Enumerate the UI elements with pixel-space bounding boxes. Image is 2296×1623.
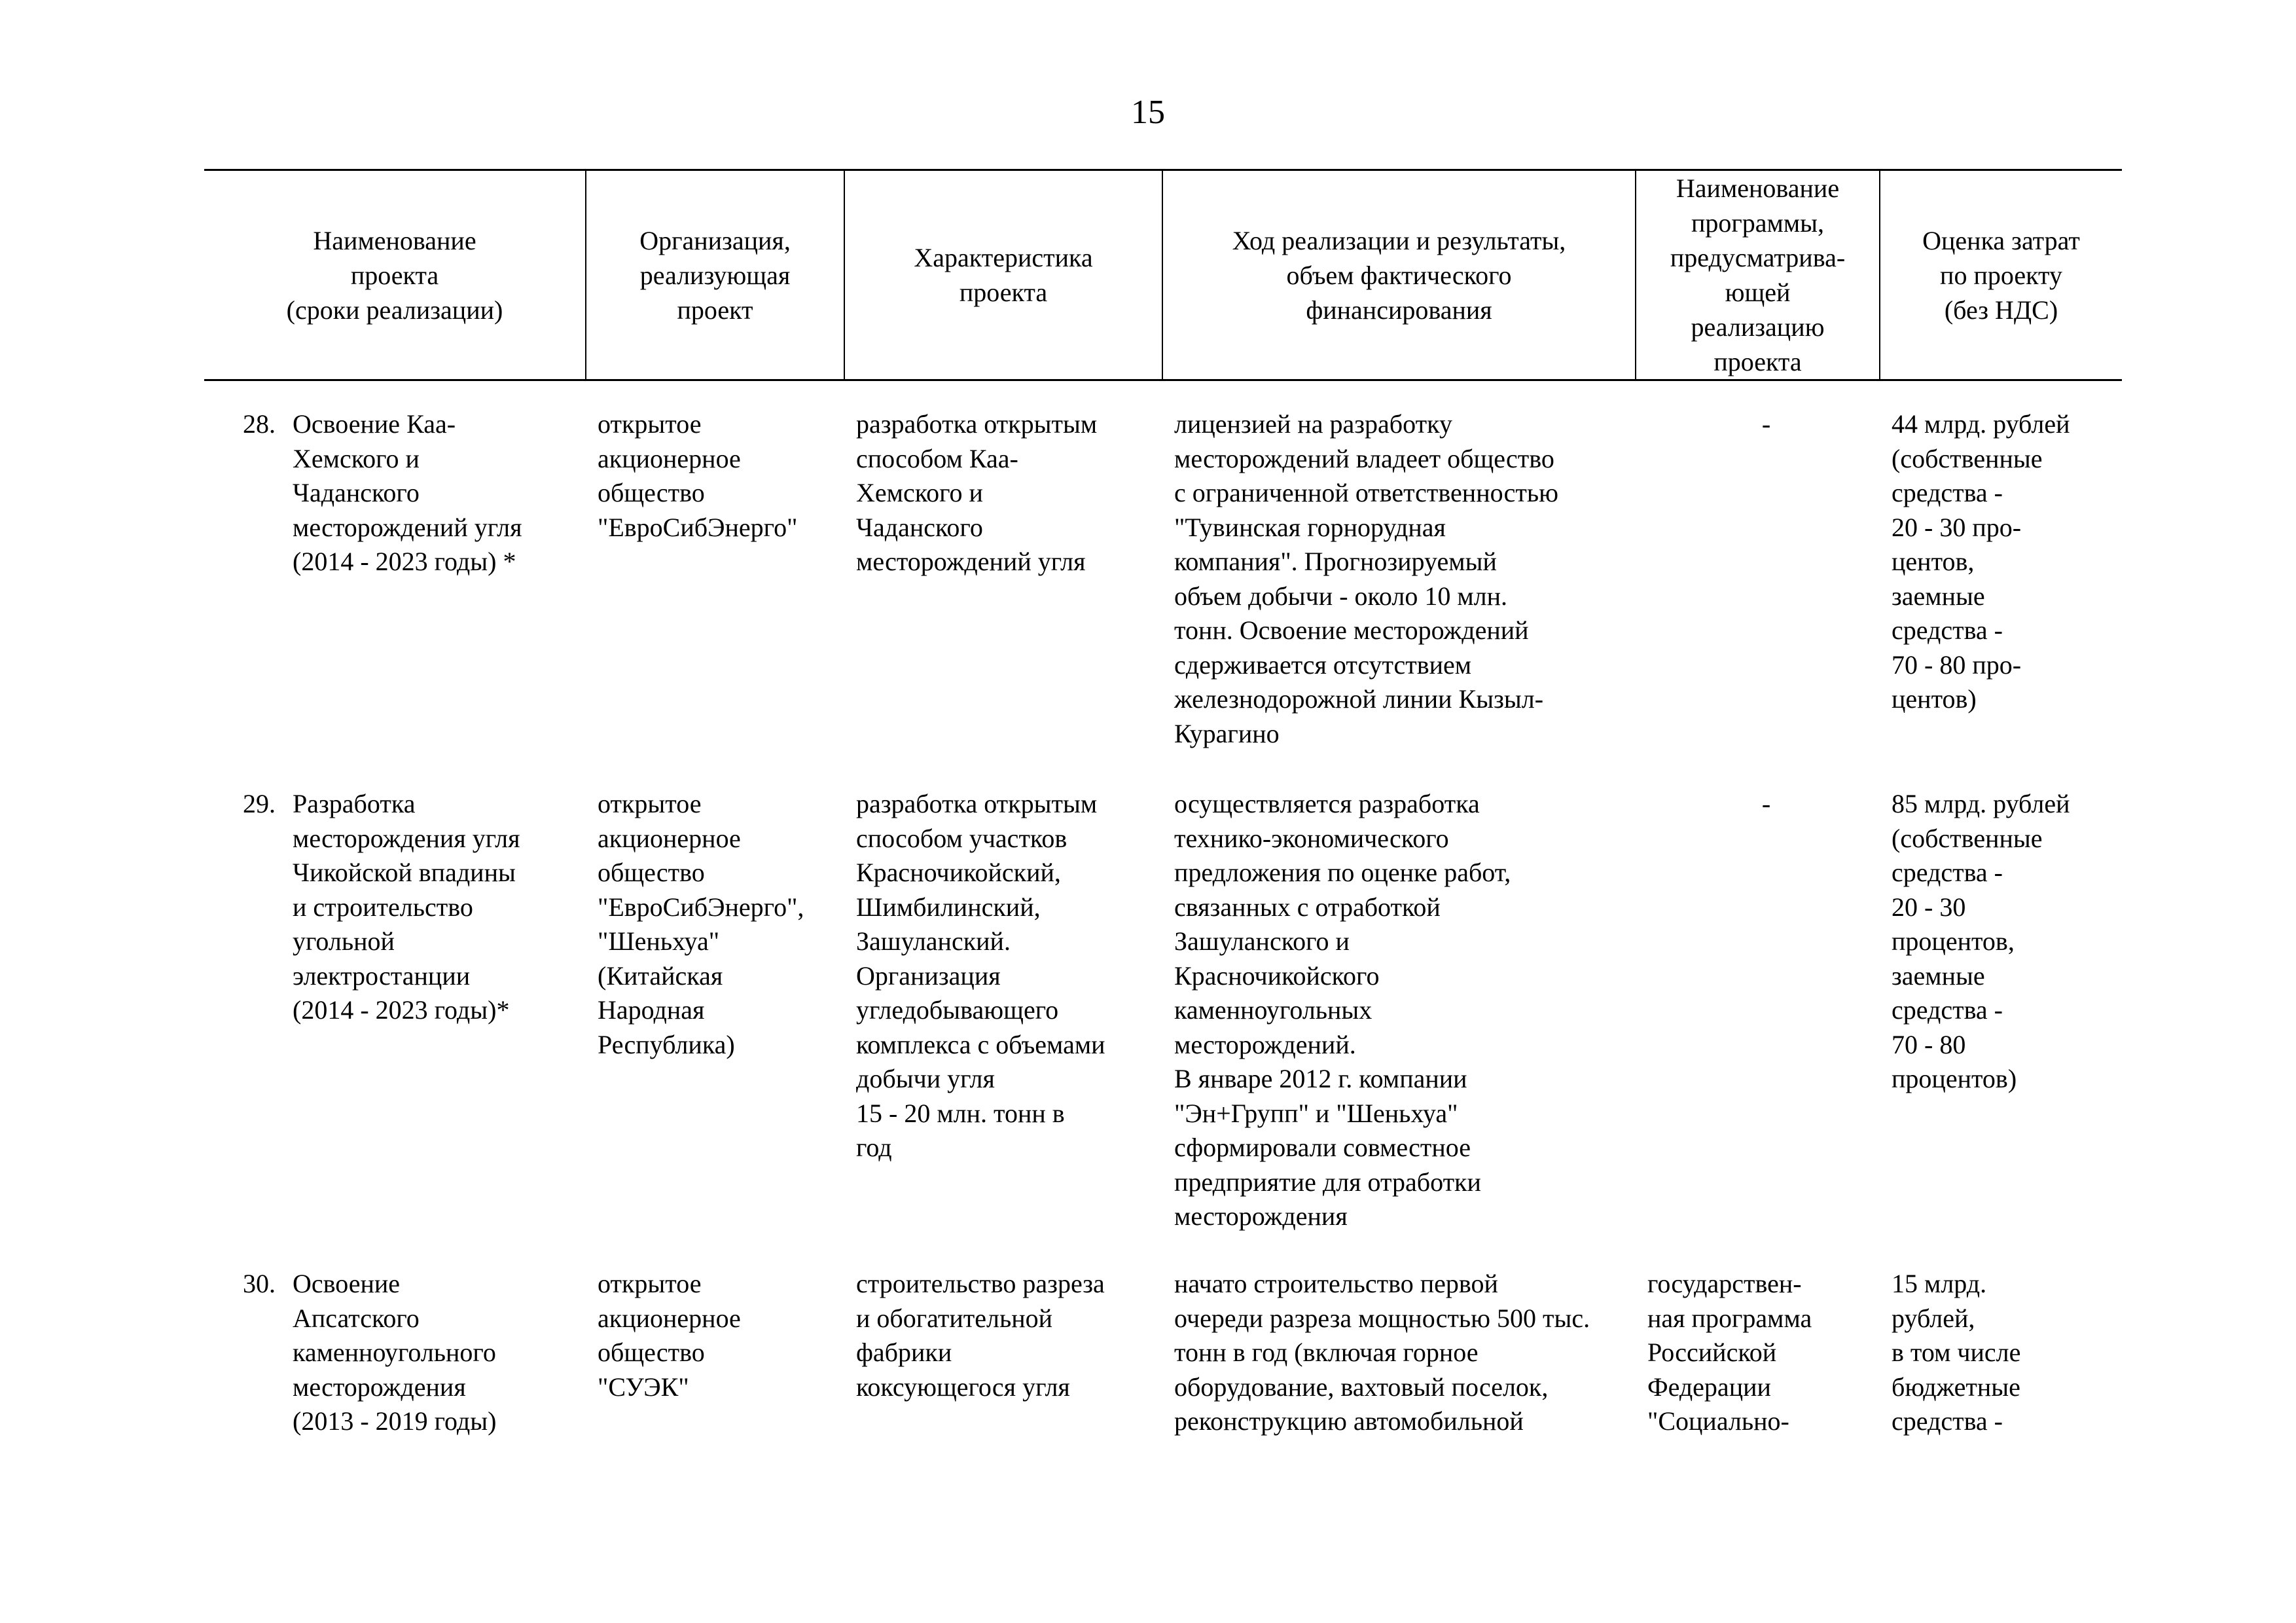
header-project-name: Наименование проекта (сроки реализации) bbox=[204, 170, 586, 380]
project-name: Освоение Каа- Хемского и Чаданского месторождений угля (2014 - 2023 годы) * bbox=[293, 409, 522, 576]
table-body bbox=[204, 407, 2122, 1439]
organization: открытое акционерное общество "СУЭК" bbox=[598, 1269, 741, 1402]
table-row bbox=[204, 407, 2122, 787]
header-cost: Оценка затрат по проекту (без НДС) bbox=[1880, 170, 2122, 380]
project-name: Разработка месторождения угля Чикойской впадины и строительство угольной электростанции (2014 - 2023 годы)* bbox=[293, 789, 520, 1025]
page-number: 15 bbox=[1131, 94, 1165, 131]
progress: осуществляется разработка технико-экономического предложения по оценке работ, связанных с отработкой Зашуланского и Красночикойского каменноугольных месторождений. В январе 2012 г. компании "Эн+Групп" и "Шеньхуа" сформировали совместное предприятие для отработки месторождения bbox=[1174, 789, 1511, 1231]
project-name: Освоение Апсатского каменноугольного месторождения (2013 - 2019 годы) bbox=[293, 1269, 497, 1436]
row-number: 28. bbox=[243, 409, 276, 439]
characteristic: строительство разреза и обогатительной фабрики коксующегося угля bbox=[856, 1269, 1105, 1402]
header-program: Наименование программы, предусматрива- ющей реализацию проекта bbox=[1636, 170, 1880, 380]
characteristic: разработка открытым способом участков Красночикойский, Шимбилинский, Зашуланский. Организация угледобывающего комплекса с объемами добычи угля 15 - 20 млн. тонн в год bbox=[856, 789, 1105, 1162]
cost: 15 млрд. рублей, в том числе бюджетные средства - bbox=[1892, 1269, 2021, 1436]
row-number: 30. bbox=[243, 1269, 276, 1298]
progress: лицензией на разработку месторождений владеет общество с ограниченной ответственностью "Тувинская горнорудная компания". Прогнозируемый объем добычи - около 10 млн. тонн. Освоение месторождений сдерживается отсутствием железнодорожной линии Кызыл- Курагино bbox=[1174, 409, 1558, 748]
program: государствен- ная программа Российской Федерации "Социально- bbox=[1647, 1269, 1812, 1436]
organization: открытое акционерное общество "ЕвроСибЭнерго", "Шеньхуа" (Китайская Народная Республика) bbox=[598, 789, 804, 1059]
header-characteristic: Характеристика проекта bbox=[844, 170, 1162, 380]
table-row bbox=[204, 1267, 2122, 1439]
header-progress: Ход реализации и результаты, объем фактического финансирования bbox=[1162, 170, 1636, 380]
header-organization: Организация, реализующая проект bbox=[586, 170, 844, 380]
program: - bbox=[1761, 789, 1771, 818]
characteristic: разработка открытым способом Каа- Хемского и Чаданского месторождений угля bbox=[856, 409, 1098, 576]
organization: открытое акционерное общество "ЕвроСибЭнерго" bbox=[598, 409, 798, 542]
program: - bbox=[1761, 409, 1771, 439]
cost: 85 млрд. рублей (собственные средства - 20 - 30 процентов, заемные средства - 70 - 80 процентов) bbox=[1892, 789, 2070, 1093]
table-header bbox=[204, 169, 2122, 381]
row-number: 29. bbox=[243, 789, 276, 818]
progress: начато строительство первой очереди разреза мощностью 500 тыс. тонн в год (включая горное оборудование, вахтовый поселок, реконструкцию автомобильной bbox=[1174, 1269, 1590, 1436]
table-row bbox=[204, 787, 2122, 1267]
cost: 44 млрд. рублей (собственные средства - 20 - 30 про- центов, заемные средства - 70 - 80 про- центов) bbox=[1892, 409, 2070, 714]
